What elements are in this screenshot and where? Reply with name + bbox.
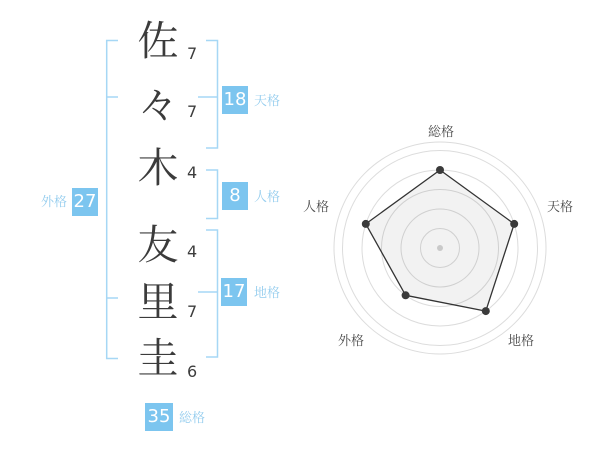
stroke-count: 4 (187, 163, 198, 182)
name-char: 里 (137, 278, 179, 326)
name-char: 友 (137, 221, 179, 269)
gaikaku-label: 外格 (41, 195, 68, 210)
name-char: 々 (137, 81, 179, 129)
radar-axis-label-chikaku: 地格 (507, 334, 534, 349)
radar-data-point (402, 291, 410, 299)
tenkaku-label: 天格 (254, 94, 281, 109)
name-char: 圭 (137, 334, 179, 382)
radar-center-dot (437, 245, 443, 251)
radar-axis-label-soukaku: 総格 (427, 125, 454, 140)
radar-data-polygon (366, 170, 514, 311)
chikaku-label: 地格 (254, 286, 281, 301)
name-char: 佐 (137, 17, 179, 65)
radar-axis-label-tenkaku: 天格 (546, 200, 573, 215)
gaikaku-value-box: 27 (72, 188, 98, 216)
soukaku-label: 総格 (179, 411, 206, 426)
name-char: 木 (137, 144, 179, 192)
stroke-count: 7 (187, 102, 198, 121)
tenkaku-value-box: 18 (222, 86, 248, 114)
radar-data-point (510, 220, 518, 228)
radar-data-point (482, 307, 490, 315)
gaikaku-bracket (107, 41, 118, 359)
stroke-count: 4 (187, 242, 198, 261)
stroke-count: 7 (187, 302, 198, 321)
stroke-count: 6 (187, 362, 198, 381)
jinkaku-value-box: 8 (222, 182, 248, 210)
radar-data-point (362, 220, 370, 228)
stroke-count: 7 (187, 44, 198, 63)
soukaku-value-box: 35 (145, 403, 173, 431)
jinkaku-label: 人格 (254, 190, 281, 205)
radar-chart (334, 142, 546, 354)
radar-axis-label-jinkaku: 人格 (302, 200, 329, 215)
radar-axis-label-gaikaku: 外格 (337, 334, 364, 349)
radar-data-point (436, 166, 444, 174)
jinkaku-bracket (206, 170, 218, 219)
chikaku-value-box: 17 (221, 278, 247, 306)
